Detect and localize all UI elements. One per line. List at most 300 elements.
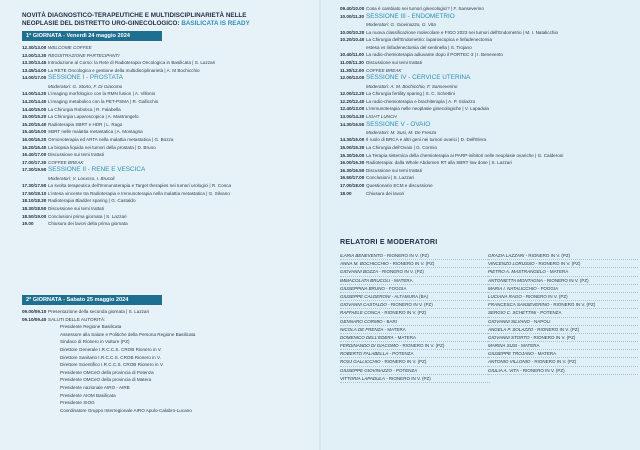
row-description: SESSIONE II - RENE E VESCICA — [48, 166, 146, 174]
schedule-row — [340, 90, 630, 98]
row-description: Radioterapia Bladder sparing | G. Castaldo — [48, 198, 136, 204]
speaker-name: MARIA I. NATALICCHIO — [488, 285, 537, 291]
row-description: Discussione sui temi trattati — [48, 152, 104, 158]
speaker-name: GIUSEPPE TROJANO — [488, 351, 534, 357]
day1-date: - Venerdì 24 maggio 2024 — [61, 33, 130, 39]
row-time: 12.00/12.20 — [340, 91, 365, 97]
row-time: 14.40/15.00 — [22, 106, 47, 112]
row-description: LIGHT LUNCH — [366, 113, 397, 119]
schedule-row — [340, 190, 630, 198]
row-description: Conclusioni prima giornata | S. Lazzari — [48, 213, 127, 219]
schedule-row — [340, 98, 630, 106]
schedule-row — [22, 83, 312, 91]
row-description: Ormonoterapia ed ARTA nella malattia metastatica | G. Bozza — [48, 136, 174, 142]
row-description: La Chirurgia dell'Ovaio | G. Cormio — [366, 145, 438, 151]
row-description: La Chirurgia Laparoscopica | A. Mastrangelo — [48, 114, 139, 120]
row-description: Radioterapia: dalla Whole Abdomen RT alla SBRT low dose | S. Lazzari — [366, 160, 512, 166]
speaker-entry — [340, 268, 490, 276]
speaker-entry — [488, 326, 638, 334]
schedule-row — [22, 175, 312, 183]
row-time — [22, 369, 48, 377]
row-time: 12.40/13.00 — [340, 106, 365, 112]
row-description: Chiusura dei lavori della prima giornata — [48, 221, 128, 227]
speaker-entry — [488, 293, 638, 301]
schedule-row — [22, 190, 312, 198]
schedule-row — [340, 21, 630, 29]
schedule-row — [340, 182, 630, 190]
row-time — [22, 392, 48, 400]
schedule-row — [22, 308, 312, 316]
speaker-name: VINCENZO LORUSSO — [488, 261, 535, 267]
row-time: 11.30/12.00 — [340, 67, 365, 73]
row-description: La nuova classificazione molecolare e FIGO 2023 nei tumori dell'Endometrio | M. I. Natalicchio — [366, 29, 559, 35]
schedule-row — [22, 52, 312, 60]
row-time — [340, 44, 366, 52]
schedule-row — [22, 346, 312, 354]
speaker-place: - RIONERO IN V. (PZ) — [380, 310, 427, 316]
row-time: 16.50/17.00 — [340, 175, 365, 181]
row-time — [22, 338, 48, 346]
speaker-place: - RIONERO IN V. (PZ) — [398, 343, 445, 349]
speaker-place: - RIONERO IN V. (PZ) — [524, 253, 571, 258]
day1-number: 1ª GIORNATA — [26, 33, 62, 39]
speaker-place: - BARI — [382, 318, 398, 324]
row-description: Direttore Scientifico I.R.C.C.S. CROB Rionero in V. — [60, 362, 164, 368]
row-description: Sindaco di Rionero in Vulture (PZ) — [60, 339, 130, 345]
speaker-name: LUCIANA RAGO — [488, 293, 522, 299]
schedule-row — [340, 152, 630, 160]
row-description: estesa vs linfadenectomia del sentinella | S. Trojano — [366, 44, 472, 50]
speaker-name: VITTORIA LAPADULA — [340, 375, 385, 381]
row-description: La biopsia liquida nei tumori della prostata | D. Bruno — [48, 144, 156, 150]
row-time: 16.00/16.30 — [340, 160, 365, 166]
row-time: 13.45/14.00 — [22, 67, 47, 73]
schedule-row — [22, 392, 312, 400]
schedule-row — [22, 354, 312, 362]
speaker-entry — [340, 342, 490, 350]
schedule-row — [22, 213, 312, 221]
day1-banner — [22, 31, 162, 41]
row-description: Direttore Generale I.R.C.C.S. CROB Rionero in V. — [60, 346, 162, 352]
row-time — [22, 323, 48, 331]
speaker-entry — [488, 367, 638, 375]
title-highlight: BASILICATA IS READY — [181, 20, 250, 28]
row-description: Moderatori: G. Storto, F. Di Giacomo — [48, 83, 123, 89]
schedule-row — [22, 74, 312, 82]
speaker-name: GIUSEPPINA BRUNO — [340, 285, 385, 291]
speaker-name: GIULIA A. VITA — [488, 367, 519, 373]
schedule-row — [22, 338, 312, 346]
row-time: 13.30/13.45 — [22, 60, 47, 66]
speaker-entry — [488, 358, 638, 366]
speaker-place: - RIONERO IN V. (PZ) — [549, 302, 596, 308]
schedule-row — [340, 174, 630, 182]
row-description: SESSIONE III - ENDOMETRIO — [366, 12, 455, 20]
row-description: La Terapia sistemica della chemioterapia ai PARP-inibitori nelle neoplasie ovariche | G. Calderoni — [366, 152, 564, 158]
speaker-place: - RIONERO IN V. (PZ) — [378, 269, 424, 275]
speaker-entry — [488, 318, 638, 326]
row-description: Moderatori: V. Lorusso, I. Brucoli — [48, 175, 115, 181]
speaker-entry — [340, 326, 490, 334]
row-description: SBRT nelle malattia metastatica | A. Montagna — [48, 129, 143, 135]
row-time: 09.10/09.40 — [22, 316, 47, 322]
schedule-row — [340, 74, 630, 82]
speaker-name: GIOVANNI CASTALDO — [340, 302, 387, 308]
speaker-name: MARINA SUSI — [488, 343, 518, 349]
row-time: 12.00/13.00 — [340, 75, 365, 81]
schedule-row — [340, 105, 630, 113]
schedule-row — [340, 44, 630, 52]
row-description: La svolta terapeutica dell'Immunoterapia e Target therapies nei tumori urologici | R. Conca — [48, 183, 232, 189]
row-time — [22, 407, 48, 415]
row-time: 17.00/18.00 — [340, 183, 365, 189]
speaker-place: - POTENZA — [388, 351, 414, 357]
schedule-row — [22, 182, 312, 190]
row-time: 09.40/10.00 — [340, 6, 365, 11]
row-time — [22, 361, 48, 369]
schedule-row — [22, 121, 312, 129]
schedule-row — [22, 407, 312, 415]
speaker-place: - RIONERO IN V. (PZ) — [533, 326, 580, 332]
speaker-name: NICOLA DE FRENZA — [340, 326, 384, 332]
speaker-place: - RIONERO IN V. (PZ) — [386, 302, 433, 308]
speaker-place: - MATERA — [390, 277, 413, 283]
speaker-place: - MATERA — [545, 269, 569, 275]
schedule-row — [22, 59, 312, 67]
row-time: 13.00/13.30 — [22, 52, 47, 58]
row-time — [22, 376, 48, 384]
row-description: COFFEE BREAK — [48, 159, 84, 165]
schedule-row — [22, 44, 312, 52]
speaker-entry — [340, 375, 490, 383]
speaker-place: - MATERA — [383, 326, 406, 332]
speaker-name: GRAZIA LAZZARI — [488, 253, 525, 258]
speaker-place: - RIONERO IN V. (PZ) — [383, 253, 429, 258]
speaker-place: - NAPOLI — [530, 318, 551, 324]
row-time — [340, 129, 366, 137]
schedule-row — [22, 323, 312, 331]
row-time: 15.00/15.20 — [22, 114, 47, 120]
speaker-place: - MATERA — [393, 334, 417, 340]
row-description: Introduzione al Corso: la Rete di Radioterapia Oncologica in Basilicata | S. Lazzari — [48, 60, 216, 66]
row-description: L'imaging metabolico con la PET-PSMA | R. Gallicchio — [48, 98, 159, 104]
row-time — [22, 399, 48, 407]
day2-banner — [22, 295, 162, 305]
row-time — [22, 83, 48, 91]
speaker-name: GIOVANNI BOZZA — [340, 269, 379, 275]
row-time — [22, 354, 48, 362]
speaker-entry — [488, 268, 638, 276]
row-description: SALUTI DELLE AUTORITÀ: — [48, 316, 106, 322]
speaker-place: - RIONERO IN V. (PZ) — [388, 261, 435, 267]
row-description: La Chirurgia dell'Endometrio: laparoscopica e linfadenectomia — [366, 37, 493, 43]
speaker-entry — [488, 309, 638, 317]
row-time: 18.00 — [340, 190, 352, 196]
title-line-1: NOVITÀ DIAGNOSTICO-TERAPEUTICHE E MULTIDISCIPLINARIETÀ NELLE — [22, 12, 247, 19]
schedule-row — [22, 369, 312, 377]
row-time: 18.30/18.50 — [22, 206, 47, 212]
row-time: 18.50/19.00 — [22, 213, 47, 219]
schedule-row — [22, 159, 312, 167]
schedule-row — [340, 129, 630, 137]
speaker-entry — [488, 334, 638, 342]
row-time: 15.40/16.00 — [22, 129, 47, 135]
speakers-list-left — [340, 252, 490, 383]
schedule-row — [340, 136, 630, 144]
row-description: Cosa è cambiato nei tumori ginecologici? | F. Sanseverino — [366, 6, 484, 11]
row-time — [340, 21, 366, 29]
schedule-row — [22, 128, 312, 136]
relatori-title: RELATORI E MODERATORI — [340, 237, 438, 246]
schedule-row — [340, 83, 630, 91]
schedule-row — [22, 98, 312, 106]
row-time — [340, 83, 366, 91]
speaker-name: FERDINANDO DI GIACOMO — [340, 343, 399, 349]
row-description: COFFEE BREAK — [366, 67, 402, 73]
row-description: La RETE Oncologica e gestione della multidisciplinarietà | A. M Bochicchio — [48, 67, 200, 73]
speaker-place: - RIONERO IN V. (PZ) — [518, 367, 565, 373]
page-fold — [319, 0, 321, 450]
schedule-row — [340, 167, 630, 175]
schedule-row — [340, 67, 630, 75]
row-description: L'imaging morfologico con la RMN fusion | A. Villonio — [48, 91, 156, 97]
row-time: 10.00/10.20 — [340, 29, 365, 35]
row-description: Discussione sui temi trattati — [366, 59, 422, 65]
row-description: SESSIONE IV - CERVICE UTERINA — [366, 74, 471, 82]
speaker-entry — [340, 309, 490, 317]
speaker-name: ANTONIETTA MONTAGNA — [488, 277, 543, 283]
schedule-row — [22, 106, 312, 114]
speaker-place: - RIONERO IN V. (PZ) — [380, 359, 427, 365]
schedule-row — [22, 144, 312, 152]
day2-afternoon-schedule — [340, 5, 630, 197]
schedule-row — [22, 205, 312, 213]
speaker-entry — [340, 367, 490, 375]
row-description: Moderatori: A. M. Bochicchio, F. Sanseverino — [366, 83, 458, 89]
speaker-place: - RIONERO IN V. (PZ) — [384, 375, 431, 381]
speaker-name: DOMENICO DELL'EDERA — [340, 334, 394, 340]
schedule-row — [340, 59, 630, 67]
speakers-list-right — [488, 252, 638, 375]
schedule-row — [340, 144, 630, 152]
row-description: Presentazione della seconda giornata | S. Lazzari — [48, 309, 150, 314]
day2-schedule — [22, 308, 312, 414]
speaker-name: GIOVANNI SILVANO — [488, 318, 531, 324]
schedule-row — [22, 90, 312, 98]
row-description: Moderatori: G. Giovinazzo, G. Vita — [366, 21, 436, 27]
schedule-row — [22, 376, 312, 384]
row-time: 15.30/16.00 — [340, 152, 365, 158]
speaker-place: - MATERA — [517, 343, 540, 349]
row-description: WELCOME COFFEE — [48, 45, 92, 50]
day2-number: 2ª GIORNATA — [26, 297, 62, 303]
schedule-row — [340, 36, 630, 44]
row-time — [22, 346, 48, 354]
speaker-name: RAFFAELE CONCA — [340, 310, 381, 316]
row-description: Presidente OMCeO della provincia di Potenza — [60, 369, 154, 375]
row-time: 16.00/16.20 — [22, 136, 47, 142]
speaker-place: - MATERA — [533, 351, 557, 357]
row-description: Chiusura dei lavori — [366, 190, 405, 196]
schedule-row — [22, 67, 312, 75]
speaker-name: GENNARO CORMIO — [340, 318, 383, 324]
schedule-row — [22, 399, 312, 407]
row-description: La Chirurgia Robotica | R. Falabella — [48, 106, 121, 112]
row-time: 17.00/17.30 — [22, 159, 47, 165]
schedule-row — [340, 121, 630, 129]
schedule-row — [22, 166, 312, 174]
row-description: Discussione sui temi trattati — [48, 206, 104, 212]
speaker-place: - RIONERO IN V. (PZ) — [534, 261, 581, 267]
speaker-name: ROBERTO FALABELLA — [340, 351, 389, 357]
row-description: REGISTRAZIONE PARTECIPANTI — [48, 52, 120, 58]
row-description: Il ruolo di BRCA e altri geni nei tumori ovarici | D. Dell'Elera — [366, 137, 487, 143]
schedule-row — [22, 316, 312, 324]
speaker-place: - POTENZA — [392, 367, 418, 373]
title-line-2a: NEOPLASIE DEL DISTRETTO URO-GINECOLOGICO: — [22, 20, 182, 28]
row-time: 12.20/12.40 — [340, 98, 365, 104]
speaker-place: - RIONERO IN V. (PZ) — [521, 293, 568, 299]
speaker-entry — [340, 301, 490, 309]
speaker-place: - RIONERO IN V. (PZ) — [530, 359, 577, 365]
title-line-2 — [22, 20, 312, 28]
speaker-entry — [340, 277, 490, 285]
row-description: Radioterapia SBRT e HDR | L. Rago — [48, 121, 123, 127]
row-time: 18.10/18.30 — [22, 198, 47, 204]
row-description: L'immunoterapia nelle neoplasie ginecologiche | V. Lapadula — [366, 106, 489, 112]
row-description: Direttore Sanitario I.R.C.C.S. CROB Rionero in V. — [60, 354, 161, 360]
row-time: 14.00/14.20 — [22, 91, 47, 97]
speaker-entry — [340, 260, 490, 268]
day2-date: - Sabato 25 maggio 2024 — [61, 297, 129, 303]
schedule-row — [22, 151, 312, 159]
row-description: Conclusioni | S. Lazzari — [366, 175, 414, 181]
speaker-name: GIUSEPPE CALDERONI — [340, 293, 391, 299]
row-time: 10.20/10.40 — [340, 37, 365, 43]
schedule-row — [22, 331, 312, 339]
speaker-name: SERGIO C. SCHETTINI — [488, 310, 537, 316]
day1-schedule — [22, 44, 312, 228]
row-time — [22, 384, 48, 392]
speaker-name: IMMACOLATA BRUCOLI — [340, 277, 391, 283]
row-time — [22, 331, 48, 339]
row-time: 13.00/14.30 — [340, 113, 365, 119]
row-time: 16.30/16.50 — [340, 167, 365, 173]
row-description: La radio-chemioterapia e brachiterapia | A. P. Solazzo — [366, 98, 476, 104]
speaker-name: PIETRO A. MASTRANGELO — [488, 269, 546, 275]
schedule-row — [340, 29, 630, 37]
row-time: 16.20/16.40 — [22, 144, 47, 150]
speaker-entry — [488, 285, 638, 293]
schedule-row — [22, 361, 312, 369]
row-description: Presidente AIOM Basilicata — [60, 392, 116, 398]
row-time — [22, 175, 48, 183]
row-time: 15.00/15.30 — [340, 145, 365, 151]
row-time: 14.20/14.40 — [22, 98, 47, 104]
speaker-place: - POTENZA — [536, 310, 562, 316]
row-time: 10.40/11.00 — [340, 52, 365, 58]
schedule-row — [22, 197, 312, 205]
row-time: 17.30/17.50 — [22, 183, 47, 189]
row-time: 16.40/17.00 — [22, 152, 47, 158]
speaker-entry — [340, 350, 490, 358]
row-description: Moderatori: M. Susi, M. De Frenza — [366, 129, 437, 135]
row-time: 14.30/16.50 — [340, 121, 365, 127]
speaker-name: GIUSEPPE GIOVINAZZO — [340, 367, 393, 373]
row-description: SESSIONE V - OVAIO — [366, 120, 431, 128]
speaker-entry — [340, 358, 490, 366]
speaker-entry — [488, 260, 638, 268]
row-description: Presidente SIOG — [60, 400, 95, 406]
speaker-name: ANNA M. BOCHICCHIO — [340, 261, 389, 267]
speaker-place: - RIONERO IN V. (PZ) — [542, 277, 589, 283]
program-title — [22, 12, 312, 28]
row-time: 14.30/15.00 — [340, 137, 365, 143]
speaker-entry — [340, 334, 490, 342]
schedule-row — [340, 113, 630, 121]
schedule-row — [22, 136, 312, 144]
speaker-place: - ALTAMURA (BA) — [390, 293, 429, 299]
row-description: Presidente nazionale AIRO - AIRB — [60, 384, 130, 390]
speaker-place: - RIONERO IN V. (PZ) — [529, 334, 576, 340]
row-time: 17.30/19.50 — [22, 167, 47, 173]
row-time: 15.20/15.40 — [22, 121, 47, 127]
row-description: Coordinatore Gruppo Interregionale AIRO Apulo-Calabro-Lucano — [60, 407, 192, 413]
speaker-entry — [488, 342, 638, 350]
row-description: Presidente OMCeO della provincia di Matera — [60, 377, 152, 383]
row-description: La Chirurgia fertility sparing | S. C. Schettini — [366, 91, 455, 97]
row-description: SESSIONE I - PROSTATA — [48, 74, 123, 82]
schedule-row — [340, 5, 630, 13]
speaker-entry — [488, 277, 638, 285]
speaker-place: - FOGGIA — [536, 285, 559, 291]
speaker-name: ANGELA P. SOLAZZO — [488, 326, 534, 332]
speaker-entry — [340, 293, 490, 301]
row-description: Presidente Regione Basilicata — [60, 324, 122, 330]
row-time: 09.00/09.10 — [22, 309, 47, 314]
speaker-entry — [340, 285, 490, 293]
row-description: Questionario ECM e discussione — [366, 183, 433, 189]
row-description: L'intesa vincente tra Radioterapia e Immunoterapia nella malattia metastatica | G. Silvano — [48, 190, 230, 196]
schedule-row — [22, 113, 312, 121]
speaker-entry — [488, 301, 638, 309]
row-time: 12.30/13.00 — [22, 45, 47, 50]
row-description: Assessore alla Salute e Politiche della Persona Regione Basilicata — [60, 331, 196, 337]
schedule-row — [22, 220, 312, 228]
row-time: 14.00/17.00 — [22, 75, 47, 81]
row-time: 11.00/11.30 — [340, 59, 364, 65]
speaker-name: ROSJ GALLICCHIO — [340, 359, 381, 365]
row-description: La radio-chemioterapia adiuvante dopo il PORTEC-3 | I. Benevento — [366, 52, 503, 58]
speaker-name: ANTONIO VILLONIO — [488, 359, 531, 365]
schedule-row — [340, 159, 630, 167]
schedule-row — [22, 384, 312, 392]
schedule-row — [340, 51, 630, 59]
row-time: 10.00/11.30 — [340, 13, 365, 19]
speaker-place: - FOGGIA — [384, 285, 407, 291]
row-time: 17.50/18.10 — [22, 190, 47, 196]
speaker-entry — [488, 252, 638, 260]
speaker-name: FRANCESCA SANSEVERINO — [488, 302, 550, 308]
schedule-row — [340, 13, 630, 21]
speaker-name: GIOVANNI STORTO — [488, 334, 530, 340]
row-time: 19.00 — [22, 221, 34, 227]
row-description: Discussione sui temi trattati — [366, 167, 422, 173]
speaker-name: ILARIA BENEVENTO — [340, 253, 384, 258]
speaker-entry — [340, 318, 490, 326]
speaker-entry — [488, 350, 638, 358]
speaker-entry — [340, 252, 490, 260]
